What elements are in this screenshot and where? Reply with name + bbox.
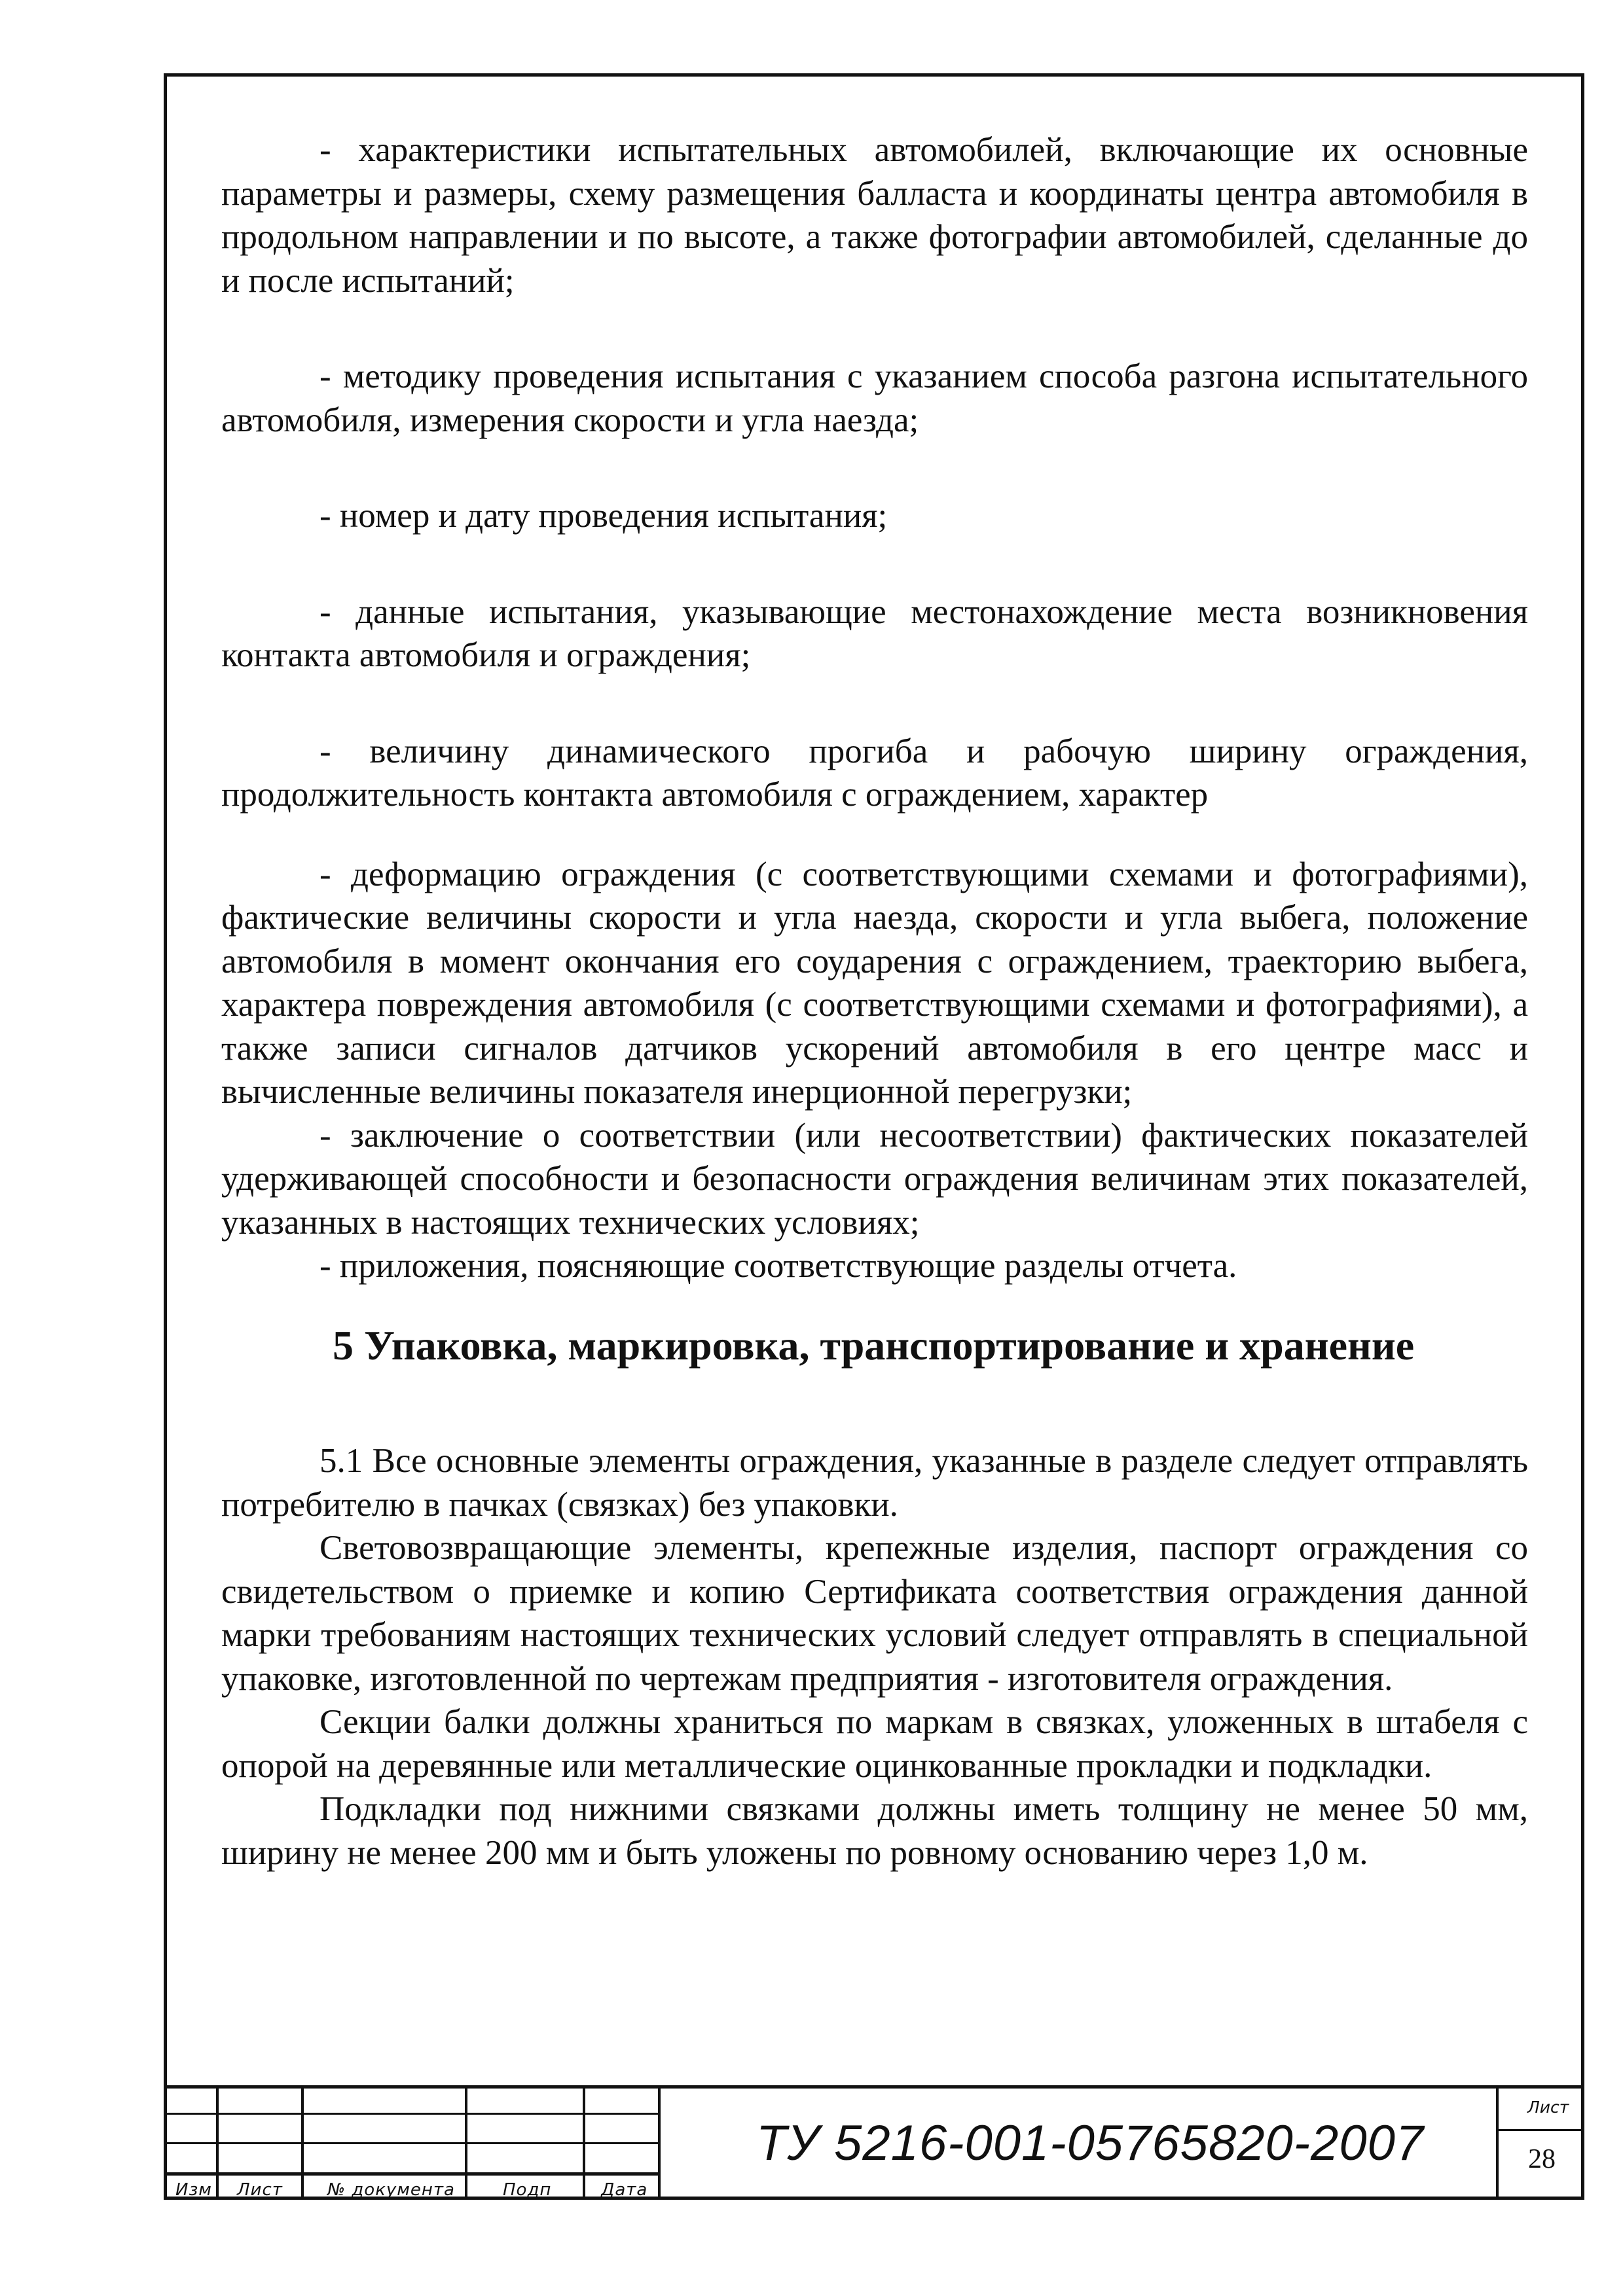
col-label-list: Лист [237,2180,283,2200]
col-label-signature: Подп [503,2180,552,2200]
report-item-conclusion: - заключение о соответствии (или несоответствии) фактических показателей удерживающей способности и безопасности ограждения величинам этих показателей, указанных в настоящих технических условиях; [221,1116,1528,1242]
sheet-label: Лист [1527,2098,1569,2117]
col-label-date: Дата [601,2180,648,2200]
paragraph-underlays: Подкладки под нижними связками должны иметь толщину не менее 50 мм, ширину не менее 200 мм и быть уложены по ровному основанию через 1,0 м. [221,1790,1528,1872]
paragraph-5-1: 5.1 Все основные элементы ограждения, указанные в разделе следует отправлять потребителю в пачках (связках) без упаковки. [221,1442,1528,1524]
report-item-contact-location: - данные испытания, указывающие местонахождение места возникновения контакта автомобиля и ограждения; [221,592,1528,674]
document-code: ТУ 5216-001-05765820-2007 [756,2115,1425,2171]
col-label-izm: Изм [175,2180,212,2200]
page-body [221,128,1528,1874]
report-item-test-method: - методику проведения испытания с указанием способа разгона испытательного автомобиля, измерения скорости и угла наезда; [221,357,1528,439]
section-heading: 5 Упаковка, маркировка, транспортирование и хранение [333,1321,1415,1369]
report-item-dynamic-deflection: - величину динамического прогиба и рабочую ширину ограждения, продолжительность контакта автомобиля с ограждением, характер [221,732,1528,814]
title-block [164,2085,1584,2200]
paragraph-beam-storage: Секции балки должны храниться по маркам в связках, уложенных в штабеля с опорой на деревянные или металлические оцинкованные прокладки и подкладки. [221,1703,1528,1785]
col-label-doc-number: № документа [327,2180,455,2200]
sheet-number: 28 [1528,2144,1556,2174]
report-item-appendices: - приложения, поясняющие соответствующие разделы отчета. [319,1247,1237,1285]
report-item-deformation: - деформацию ограждения (с соответствующими схемами и фотографиями), фактические величины скорости и угла наезда, скорости и угла выбега, положение автомобиля в момент окончания его соударения с ограждением, траекторию выбега, характера повреждения автомобиля (с соответствующими схемами и фотографиями), а также записи сигналов датчиков ускорений автомобиля в его центре масс и вычисленные величины показателя инерционной перегрузки; [221,855,1528,1111]
report-item-test-number-date: - номер и дату проведения испытания; [319,497,888,535]
report-item-vehicle-characteristics: - характеристики испытательных автомобилей, включающие их основные параметры и размеры, схему размещения балласта и координаты центра автомобиля в продольном направлении и по высоте, а также фотографии автомобилей, сделанные до и после испытаний; [221,131,1528,300]
paragraph-retroreflective-elements: Световозвращающие элементы, крепежные изделия, паспорт ограждения со свидетельством о приемке и копию Сертификата соответствия ограждения данной марки требованиям настоящих технических условий следует отправлять в специальной упаковке, изготовленной по чертежам предприятия - изготовителя ограждения. [221,1529,1528,1698]
